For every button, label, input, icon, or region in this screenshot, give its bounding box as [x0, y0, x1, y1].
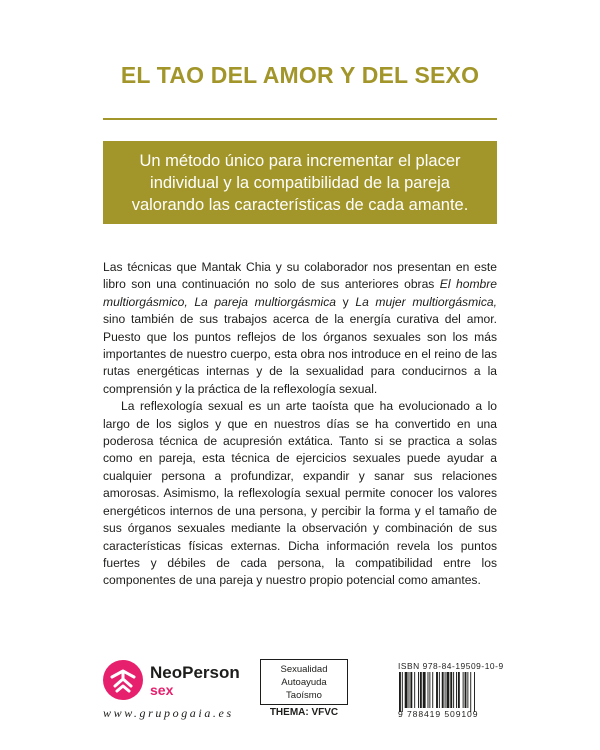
synopsis-paragraph-1: Las técnicas que Mantak Chia y su colaborador nos presentan en este libro son una continuación no solo de sus anteriores obras El hombre multiorgásmico, La pareja multiorgásmica y La mujer multiorgásmica, sino también de sus trabajos acerca de la energía curativa del amor. Puesto que los puntos reflejos de los órganos sexuales son los más importantes de nuestro cuerpo, esta obra nos introduce en el reino de las rutas energéticas internas y de la sexualidad para conducirnos a la comprensión y la práctica de la reflexología sexual. [103, 260, 497, 396]
tagline-line: individual y la compatibilidad de la pareja [150, 174, 450, 192]
book-title-italic: La mujer multiorgásmica, [355, 294, 497, 309]
isbn-label: ISBN 978-84-19509-10-9 [398, 661, 504, 671]
publisher-name: NeoPerson [150, 663, 240, 682]
barcode-icon [398, 672, 498, 712]
neoperson-logo-icon [103, 660, 143, 700]
subject-item: Autoayuda [281, 677, 327, 688]
synopsis-paragraph-2: La reflexología sexual es un arte taoísta que ha evolucionado a lo largo de los siglos y que en nuestros días se ha convertido en una poderosa técnica de acupresión extática. Tanto si se practica a solas como en pareja, esta técnica de ejercicios sexuales puede ayudar a cualquier persona a profundizar, expandir y sanar sus relaciones amorosas. Asimismo, la reflexología sexual permite conocer los valores energéticos internos de una persona, y percibir la forma y el tamaño de sus órganos sexuales mediante la observación y combinación de sus características físicas externas. Dicha información revela los puntos fuertes y débiles de cada persona, la compatibilidad entre los componentes de una pareja y nuestro propio potencial como amantes. [103, 399, 497, 588]
barcode-digits: 9 788419 509109 [398, 709, 479, 719]
book-titles-italic: El hombre multiorgásmico, La pareja multiorgásmica [103, 277, 497, 309]
publisher-imprint: sex [150, 682, 174, 698]
tagline-line: valorando las características de cada amante. [131, 196, 469, 214]
book-title: EL TAO DEL AMOR Y DEL SEXO [120, 62, 480, 88]
publisher-website: www.grupogaia.es [103, 706, 234, 720]
title-divider [103, 118, 497, 120]
tagline-line: Un método único para incrementar el placer [139, 152, 461, 170]
tagline-box [103, 141, 497, 224]
subject-item: Taoísmo [286, 690, 322, 701]
synopsis [103, 259, 497, 590]
subject-categories [260, 659, 348, 705]
thema-code: THEMA: VFVC [269, 707, 339, 718]
subject-item: Sexualidad [280, 664, 328, 675]
